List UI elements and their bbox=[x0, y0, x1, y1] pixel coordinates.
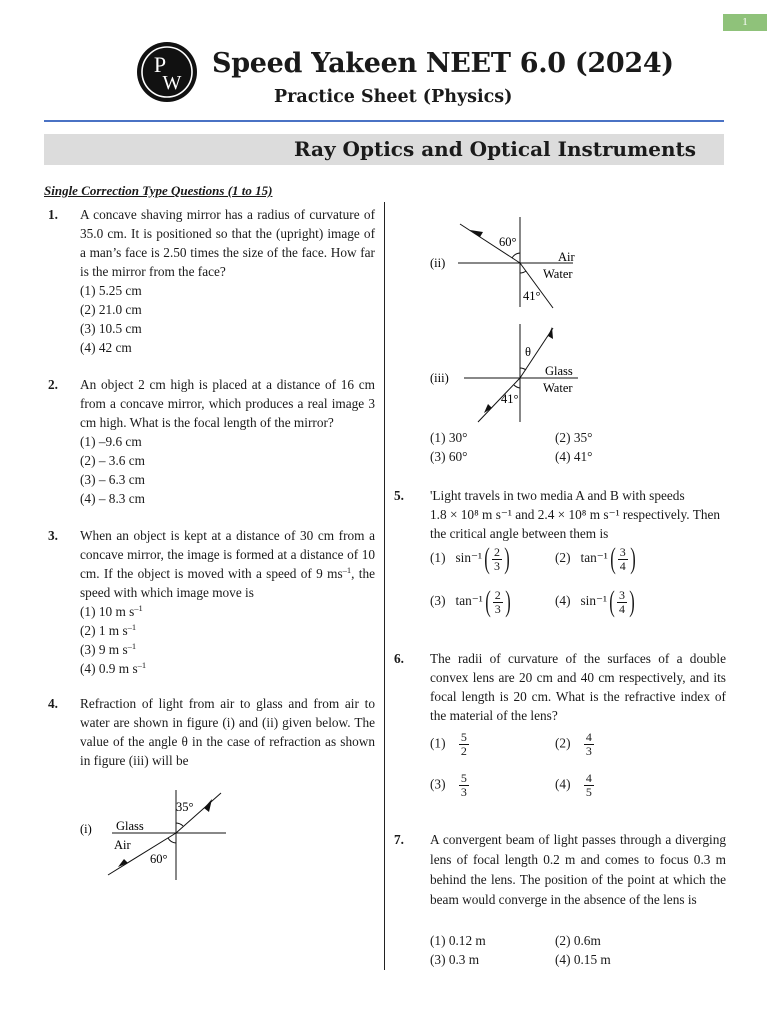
option-label: (1) bbox=[430, 735, 446, 751]
paren-right-icon: ) bbox=[629, 585, 635, 618]
angle-arc bbox=[168, 838, 176, 843]
superscript: –1 bbox=[342, 565, 352, 575]
q7-option-3[interactable]: (3) 0.3 m bbox=[430, 952, 480, 967]
question-1 bbox=[44, 205, 375, 355]
q4-option-2[interactable]: (2) 35° bbox=[555, 430, 593, 445]
medium-bottom-label: Air bbox=[114, 838, 131, 852]
fraction: $\frac{2}{3}$ bbox=[494, 587, 501, 616]
superscript: –1 bbox=[127, 622, 137, 632]
option-3[interactable]: (3) 10.5 cm bbox=[80, 321, 142, 336]
q7-option-1[interactable]: (1) 0.12 m bbox=[430, 933, 486, 948]
angle-top-label: θ bbox=[525, 345, 531, 359]
paren-left-icon: ( bbox=[609, 585, 615, 618]
paren-right-icon: ) bbox=[505, 585, 511, 618]
angle-bottom-label: 60° bbox=[150, 852, 168, 866]
option-label: (3) bbox=[430, 593, 446, 609]
question-text-line-3: the critical angle between them is bbox=[430, 526, 609, 541]
option-label: (2) 1 m s bbox=[80, 623, 128, 638]
q5-option-4[interactable] bbox=[555, 587, 637, 617]
q4-option-1[interactable]: (1) 30° bbox=[430, 430, 468, 445]
paren-left-icon: ( bbox=[485, 585, 491, 618]
question-text: A convergent beam of light passes through a diverging lens of focal length 0.2 m and comes to focus 0.3 m behind the lens. The position of the point at which the beam would converge in the absence of the lens is bbox=[430, 832, 726, 907]
option-label: (4) bbox=[555, 776, 571, 792]
medium-top-label: Air bbox=[558, 250, 575, 264]
q7-option-4[interactable]: (4) 0.15 m bbox=[555, 952, 611, 967]
topic-title: Ray Optics and Optical Instruments bbox=[293, 137, 696, 161]
angle-bottom-label: 41° bbox=[523, 289, 541, 303]
paren-left-icon: ( bbox=[484, 542, 490, 575]
q6-option-1[interactable] bbox=[430, 731, 469, 758]
question-text: The radii of curvature of the surfaces of a double convex lens are 20 cm and 40 cm respectively, and its focal length is 20 cm. What is the refractive index of the material of the lens? bbox=[430, 651, 726, 723]
question-4 bbox=[44, 694, 375, 774]
page-number-badge: 1 bbox=[723, 14, 767, 31]
fraction: $\frac{2}{3}$ bbox=[494, 544, 501, 573]
option-label: (4) 0.9 m s bbox=[80, 661, 138, 676]
q6-option-3[interactable] bbox=[430, 772, 469, 799]
figure-label: (i) bbox=[80, 822, 92, 836]
question-6 bbox=[394, 649, 726, 729]
superscript: –1 bbox=[127, 641, 137, 651]
section-heading: Single Correction Type Questions (1 to 15) bbox=[44, 183, 273, 198]
q4-option-4[interactable]: (4) 41° bbox=[555, 449, 593, 464]
question-5 bbox=[394, 486, 726, 546]
angle-bottom-label: 41° bbox=[501, 392, 519, 406]
option-2[interactable]: (2) 21.0 cm bbox=[80, 302, 142, 317]
medium-bottom-label: Water bbox=[543, 267, 573, 281]
question-7 bbox=[394, 830, 726, 930]
option-3[interactable]: (3) – 6.3 cm bbox=[80, 472, 145, 487]
fraction: $\frac{3}{4}$ bbox=[619, 544, 626, 573]
option-label: (3) bbox=[430, 776, 446, 792]
sheet-title: Speed Yakeen NEET 6.0 (2024) bbox=[212, 48, 674, 79]
fraction: $\frac{5}{2}$ bbox=[460, 730, 467, 758]
question-text bbox=[80, 526, 375, 602]
medium-top-label: Glass bbox=[116, 819, 144, 833]
option-1[interactable]: (1) 5.25 cm bbox=[80, 283, 142, 298]
question-number: 3. bbox=[48, 528, 58, 543]
question-number: 5. bbox=[394, 488, 404, 503]
function-name: sin⁻¹ bbox=[580, 593, 608, 609]
option-label: (1) 10 m s bbox=[80, 604, 135, 619]
question-3 bbox=[44, 526, 375, 678]
q6-option-2[interactable] bbox=[555, 731, 594, 758]
topic-bar bbox=[44, 134, 724, 165]
refraction-figure-ii bbox=[428, 212, 588, 312]
option-3[interactable] bbox=[80, 640, 136, 659]
arrow-head-icon bbox=[204, 799, 212, 812]
question-text-line-1: 'Light travels in two media A and B with speeds bbox=[430, 488, 685, 503]
superscript: –1 bbox=[134, 603, 143, 613]
medium-bottom-label: Water bbox=[543, 381, 573, 395]
question-number: 4. bbox=[48, 696, 58, 711]
option-4[interactable]: (4) – 8.3 cm bbox=[80, 491, 145, 506]
medium-top-label: Glass bbox=[545, 364, 573, 378]
option-2[interactable]: (2) – 3.6 cm bbox=[80, 453, 145, 468]
question-text-line-2: 1.8 × 10⁸ m s⁻¹ and 2.4 × 10⁸ m s⁻¹ respectively. Then bbox=[430, 507, 721, 522]
refraction-figure-iii bbox=[428, 322, 588, 426]
angle-arc bbox=[176, 823, 183, 826]
question-number: 2. bbox=[48, 377, 58, 392]
angle-arc bbox=[520, 368, 526, 370]
figure-label: (iii) bbox=[430, 371, 449, 385]
question-text: A concave shaving mirror has a radius of curvature of 35.0 cm. It is positioned so that the (upright) image of a man’s face is 2.50 times the size of the face. How far is the mirror from the face? bbox=[80, 207, 375, 279]
fraction: $\frac{5}{3}$ bbox=[460, 771, 467, 799]
fraction: $\frac{3}{4}$ bbox=[619, 587, 626, 616]
option-1[interactable]: (1) –9.6 cm bbox=[80, 434, 142, 449]
option-label: (1) bbox=[430, 550, 446, 566]
option-label: (2) bbox=[555, 735, 571, 751]
arrow-head-icon bbox=[470, 230, 483, 237]
option-1[interactable] bbox=[80, 602, 143, 621]
angle-arc bbox=[512, 253, 520, 258]
angle-arc bbox=[514, 385, 520, 388]
fraction: $\frac{4}{5}$ bbox=[585, 771, 592, 799]
option-4[interactable]: (4) 42 cm bbox=[80, 340, 132, 355]
angle-arc bbox=[520, 271, 526, 273]
option-label: (4) bbox=[555, 593, 571, 609]
paren-left-icon: ( bbox=[610, 542, 616, 575]
option-4[interactable] bbox=[80, 659, 146, 678]
paren-right-icon: ) bbox=[504, 542, 510, 575]
question-number: 6. bbox=[394, 651, 404, 666]
option-label: (2) bbox=[555, 550, 571, 566]
angle-top-label: 60° bbox=[499, 235, 517, 249]
column-divider bbox=[384, 202, 385, 970]
superscript: –1 bbox=[137, 660, 147, 670]
option-2[interactable] bbox=[80, 621, 136, 640]
question-number: 7. bbox=[394, 832, 404, 847]
function-name: sin⁻¹ bbox=[455, 550, 483, 566]
question-2 bbox=[44, 375, 375, 507]
function-name: tan⁻¹ bbox=[580, 550, 608, 566]
q6-option-4[interactable] bbox=[555, 772, 594, 799]
header-divider bbox=[44, 120, 724, 122]
figure-label: (ii) bbox=[430, 256, 446, 270]
question-text-part: , the speed with which image move is bbox=[80, 566, 375, 600]
question-text-part: When an object is kept at a distance of 30 cm from a concave mirror, the image is formed at a distance of 10 cm. If the object is moved with a speed of 9 ms bbox=[80, 528, 375, 581]
q4-option-3[interactable]: (3) 60° bbox=[430, 449, 468, 464]
logo-letter-w: W bbox=[162, 72, 182, 94]
question-text: An object 2 cm high is placed at a distance of 16 cm from a concave mirror, which produces a real image 3 cm high. What is the focal length of the mirror? bbox=[80, 377, 375, 430]
refraction-figure-i bbox=[76, 785, 236, 885]
q7-option-2[interactable]: (2) 0.6m bbox=[555, 933, 601, 948]
option-label: (3) 9 m s bbox=[80, 642, 128, 657]
q5-option-3[interactable] bbox=[430, 587, 513, 617]
fraction: $\frac{4}{3}$ bbox=[585, 730, 592, 758]
pw-logo-icon bbox=[136, 41, 198, 103]
question-number: 1. bbox=[48, 207, 58, 222]
q5-option-1[interactable] bbox=[430, 544, 512, 574]
logo-letter-p: P bbox=[153, 52, 167, 77]
paren-right-icon: ) bbox=[630, 542, 636, 575]
q5-option-2[interactable] bbox=[555, 544, 638, 574]
sheet-subtitle: Practice Sheet (Physics) bbox=[274, 87, 513, 107]
angle-top-label: 35° bbox=[176, 800, 194, 814]
function-name: tan⁻¹ bbox=[455, 593, 483, 609]
question-text: Refraction of light from air to glass and from air to water are shown in figure (i) and (ii) given below. The value of the angle θ in the case of refraction as shown in figure (iii) will be bbox=[80, 696, 375, 768]
